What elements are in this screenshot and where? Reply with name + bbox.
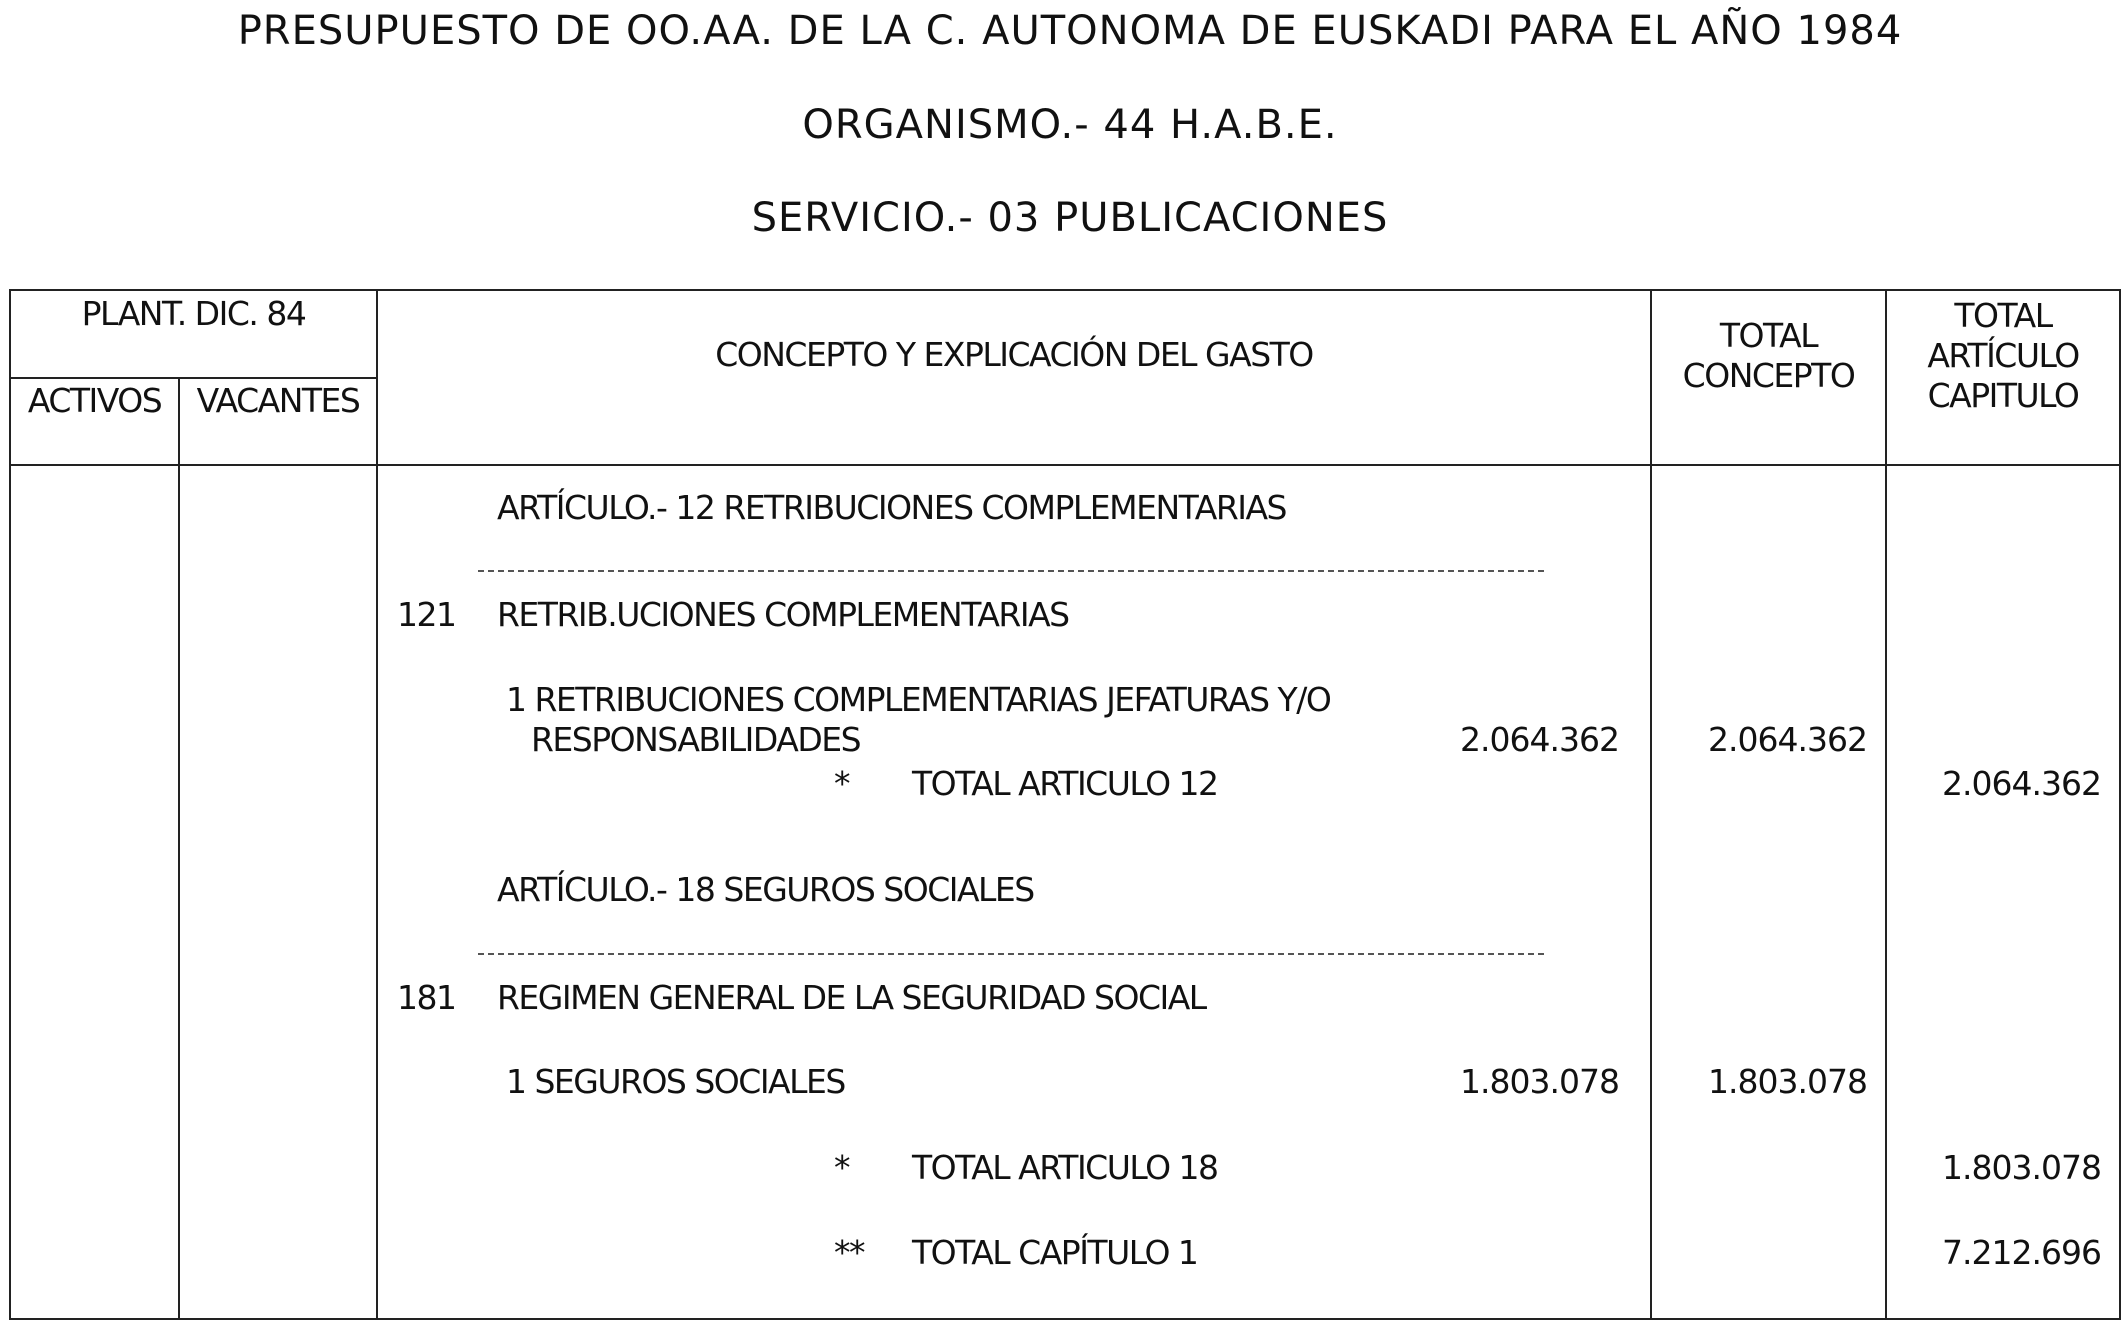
concept-181-name: REGIMEN GENERAL DE LA SEGURIDAD SOCIAL: [497, 978, 1206, 1017]
concept-121-item-line1: 1 RETRIBUCIONES COMPLEMENTARIAS JEFATURAS Y/O: [506, 680, 1331, 719]
header-bottom-border: [9, 464, 2121, 466]
concept-181-item-line1: 1 SEGUROS SOCIALES: [506, 1062, 845, 1101]
concepto-column-divider: [1650, 289, 1652, 1320]
activos-column-divider: [178, 377, 180, 1320]
table-bottom-border: [9, 1318, 2121, 1320]
concept-121-item-amount: 2.064.362: [1460, 720, 1619, 759]
header-activos: ACTIVOS: [27, 381, 162, 420]
organism-heading: ORGANISMO.- 44 H.A.B.E.: [802, 102, 1338, 148]
capitulo-1-total-label: TOTAL CAPÍTULO 1: [912, 1233, 1198, 1272]
articulo-12-total-label: TOTAL ARTICULO 12: [912, 764, 1218, 803]
header-total-concepto-line2: CONCEPTO: [1682, 356, 1855, 395]
articulo-18-heading: ARTÍCULO.- 18 SEGUROS SOCIALES: [497, 870, 1034, 909]
header-total-concepto-line1: TOTAL: [1719, 316, 1818, 355]
vacantes-column-divider: [376, 289, 378, 1320]
concept-121-name: RETRIB.UCIONES COMPLEMENTARIAS: [497, 595, 1069, 634]
articulo-12-total-marker: *: [834, 764, 849, 803]
header-total-articulo-line1: TOTAL: [1954, 296, 2052, 335]
articulo-18-separator: [478, 953, 1544, 955]
header-total-articulo-line3: CAPITULO: [1927, 376, 2079, 415]
header-total-articulo-line2: ARTÍCULO: [1927, 336, 2079, 375]
document-title: PRESUPUESTO DE OO.AA. DE LA C. AUTONOMA DE EUSKADI PARA EL AÑO 1984: [237, 8, 1903, 54]
plantilla-divider: [9, 377, 378, 379]
header-plantilla: PLANT. DIC. 84: [81, 294, 306, 333]
concept-121-item-line2: RESPONSABILIDADES: [531, 720, 861, 759]
concept-181-item-amount: 1.803.078: [1460, 1062, 1619, 1101]
articulo-18-total-marker: *: [834, 1148, 849, 1187]
service-heading: SERVICIO.- 03 PUBLICACIONES: [751, 195, 1389, 241]
articulo-12-total-amount: 2.064.362: [1942, 764, 2101, 803]
total-concepto-column-divider: [1885, 289, 1887, 1320]
header-concepto: CONCEPTO Y EXPLICACIÓN DEL GASTO: [715, 335, 1313, 374]
articulo-18-total-amount: 1.803.078: [1942, 1148, 2101, 1187]
concept-121-total: 2.064.362: [1708, 720, 1867, 759]
articulo-18-total-label: TOTAL ARTICULO 18: [912, 1148, 1218, 1187]
capitulo-1-total-marker: **: [834, 1233, 864, 1272]
articulo-12-heading: ARTÍCULO.- 12 RETRIBUCIONES COMPLEMENTARIAS: [497, 488, 1287, 527]
articulo-12-separator: [478, 570, 1544, 572]
table-top-border: [9, 289, 2121, 291]
table-left-border: [9, 289, 11, 1320]
concept-181-total: 1.803.078: [1708, 1062, 1867, 1101]
concept-181-code: 181: [397, 978, 456, 1017]
concept-121-code: 121: [397, 595, 456, 634]
table-right-border: [2119, 289, 2121, 1320]
capitulo-1-total-amount: 7.212.696: [1942, 1233, 2101, 1272]
header-vacantes: VACANTES: [196, 381, 360, 420]
